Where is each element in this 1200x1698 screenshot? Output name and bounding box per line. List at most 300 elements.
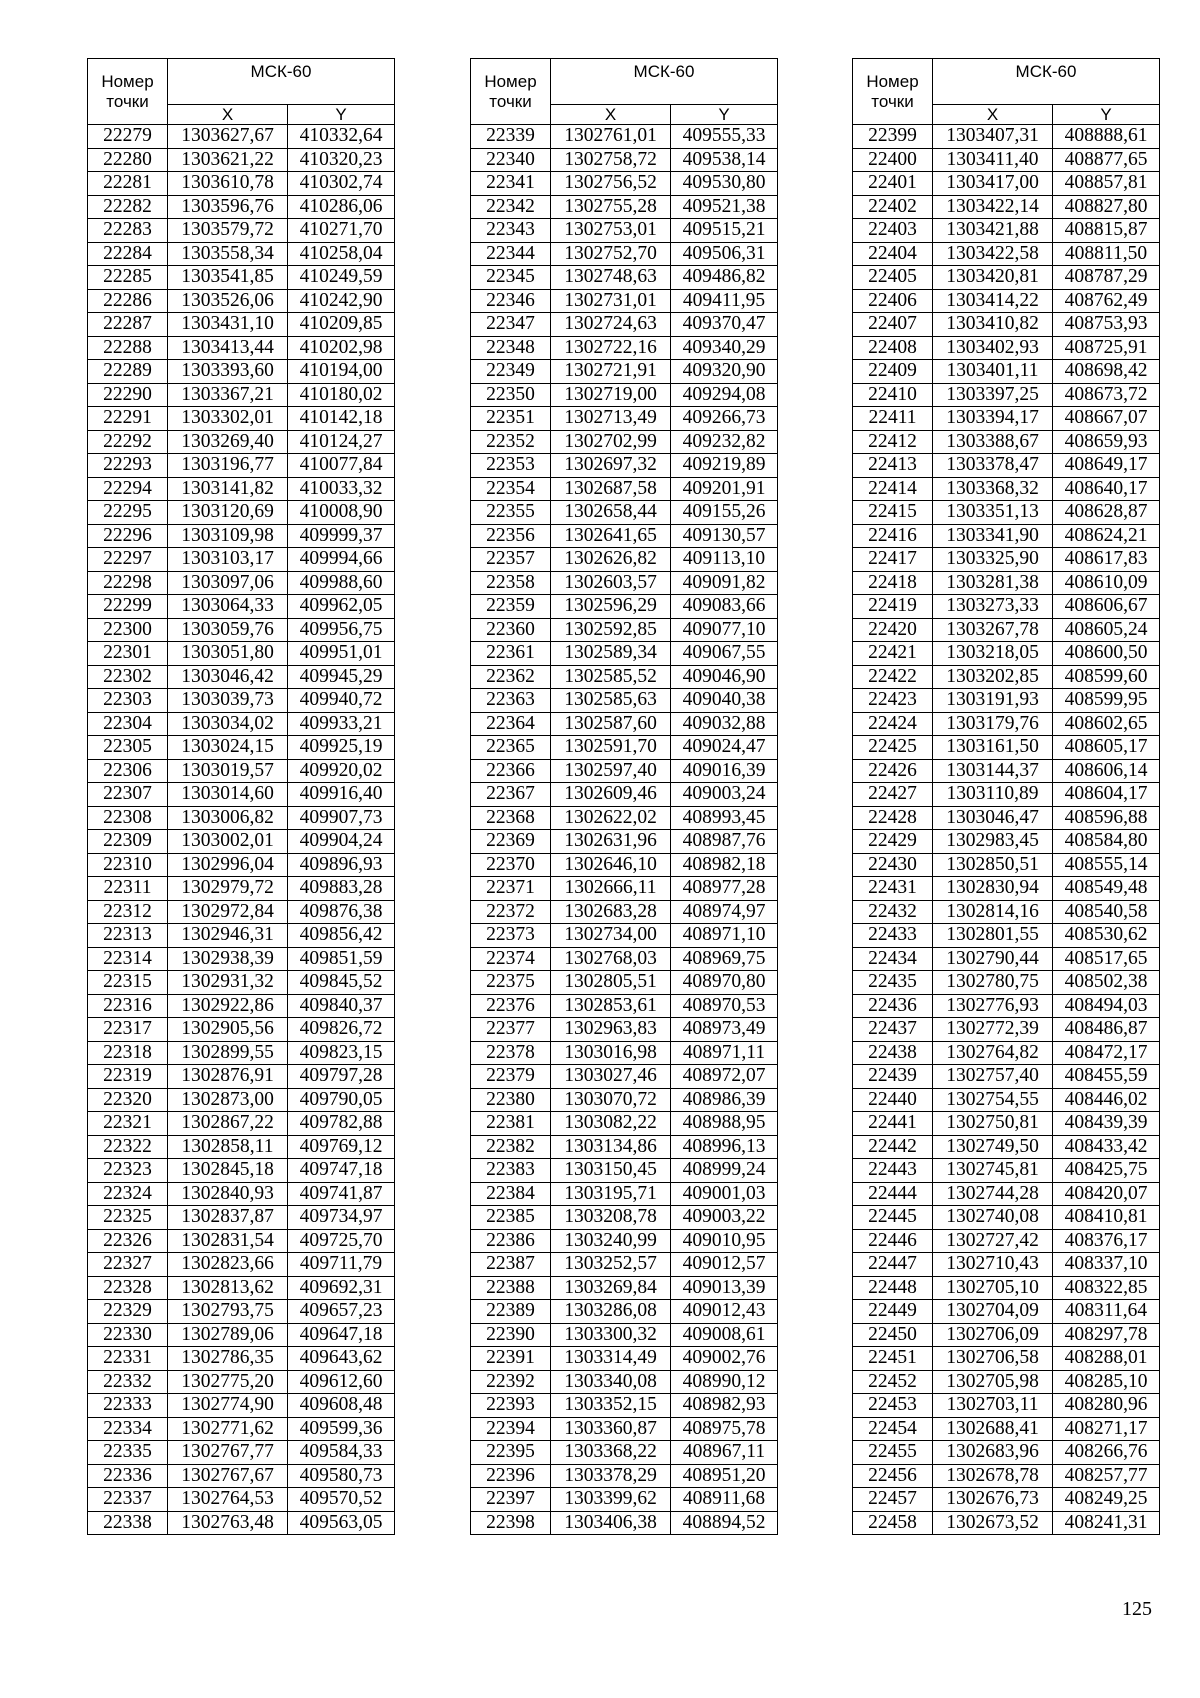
table-row bbox=[471, 571, 778, 595]
point-number-cell: 22388 bbox=[471, 1276, 551, 1300]
x-coordinate-cell: 1303406,38 bbox=[551, 1511, 671, 1535]
table-row bbox=[88, 266, 395, 290]
point-number-cell: 22400 bbox=[853, 148, 933, 172]
table-row bbox=[88, 1065, 395, 1089]
table-row bbox=[88, 1018, 395, 1042]
point-number-cell: 22280 bbox=[88, 148, 168, 172]
table-row bbox=[88, 1276, 395, 1300]
x-coordinate-cell: 1303300,32 bbox=[551, 1323, 671, 1347]
point-number-cell: 22352 bbox=[471, 430, 551, 454]
x-coordinate-cell: 1303431,10 bbox=[168, 313, 288, 337]
y-coordinate-cell: 410180,02 bbox=[288, 383, 395, 407]
x-coordinate-cell: 1303019,57 bbox=[168, 759, 288, 783]
table-row bbox=[853, 1300, 1160, 1324]
point-number-cell: 22310 bbox=[88, 853, 168, 877]
y-coordinate-cell: 408888,61 bbox=[1053, 125, 1160, 149]
table-row bbox=[853, 1394, 1160, 1418]
point-number-cell: 22286 bbox=[88, 289, 168, 313]
table-row bbox=[88, 1159, 395, 1183]
table-row bbox=[88, 783, 395, 807]
point-number-cell: 22457 bbox=[853, 1488, 933, 1512]
x-coordinate-cell: 1302597,40 bbox=[551, 759, 671, 783]
y-coordinate-cell: 409013,39 bbox=[671, 1276, 778, 1300]
table-row bbox=[853, 1441, 1160, 1465]
y-coordinate-cell: 408420,07 bbox=[1053, 1182, 1160, 1206]
y-coordinate-cell: 408494,03 bbox=[1053, 994, 1160, 1018]
table-row bbox=[853, 219, 1160, 243]
coordinates-table-2 bbox=[470, 58, 778, 1535]
table-row bbox=[853, 1041, 1160, 1065]
x-coordinate-cell: 1302972,84 bbox=[168, 900, 288, 924]
y-coordinate-cell: 408911,68 bbox=[671, 1488, 778, 1512]
x-coordinate-cell: 1303393,60 bbox=[168, 360, 288, 384]
y-coordinate-cell: 409010,95 bbox=[671, 1229, 778, 1253]
point-number-cell: 22444 bbox=[853, 1182, 933, 1206]
x-coordinate-cell: 1303402,93 bbox=[933, 336, 1053, 360]
y-coordinate-cell: 409130,57 bbox=[671, 524, 778, 548]
point-number-cell: 22336 bbox=[88, 1464, 168, 1488]
y-coordinate-cell: 408311,64 bbox=[1053, 1300, 1160, 1324]
point-number-cell: 22426 bbox=[853, 759, 933, 783]
point-number-cell: 22445 bbox=[853, 1206, 933, 1230]
point-number-cell: 22393 bbox=[471, 1394, 551, 1418]
point-number-cell: 22409 bbox=[853, 360, 933, 384]
x-coordinate-cell: 1303196,77 bbox=[168, 454, 288, 478]
y-coordinate-cell: 408970,80 bbox=[671, 971, 778, 995]
table-row bbox=[88, 689, 395, 713]
table-row bbox=[471, 1112, 778, 1136]
x-coordinate-cell: 1303240,99 bbox=[551, 1229, 671, 1253]
table-row bbox=[853, 642, 1160, 666]
x-coordinate-cell: 1302713,49 bbox=[551, 407, 671, 431]
table-row bbox=[88, 430, 395, 454]
y-coordinate-cell: 408288,01 bbox=[1053, 1347, 1160, 1371]
table-row bbox=[853, 712, 1160, 736]
x-coordinate-cell: 1303627,67 bbox=[168, 125, 288, 149]
point-number-cell: 22448 bbox=[853, 1276, 933, 1300]
table-row bbox=[471, 289, 778, 313]
table-row bbox=[88, 1488, 395, 1512]
x-coordinate-cell: 1303134,86 bbox=[551, 1135, 671, 1159]
x-coordinate-cell: 1302749,50 bbox=[933, 1135, 1053, 1159]
y-coordinate-cell: 410258,04 bbox=[288, 242, 395, 266]
table-row bbox=[471, 501, 778, 525]
y-coordinate-cell: 410271,70 bbox=[288, 219, 395, 243]
y-coordinate-cell: 409851,59 bbox=[288, 947, 395, 971]
y-coordinate-cell: 408990,12 bbox=[671, 1370, 778, 1394]
y-coordinate-cell: 409647,18 bbox=[288, 1323, 395, 1347]
point-number-cell: 22384 bbox=[471, 1182, 551, 1206]
table-row bbox=[853, 853, 1160, 877]
x-coordinate-cell: 1302683,96 bbox=[933, 1441, 1053, 1465]
point-number-cell: 22389 bbox=[471, 1300, 551, 1324]
table-row bbox=[853, 1229, 1160, 1253]
y-coordinate-cell: 410209,85 bbox=[288, 313, 395, 337]
table-row bbox=[471, 830, 778, 854]
point-number-cell: 22288 bbox=[88, 336, 168, 360]
table-row bbox=[471, 665, 778, 689]
point-number-cell: 22281 bbox=[88, 172, 168, 196]
table-row bbox=[853, 289, 1160, 313]
x-coordinate-cell: 1303218,05 bbox=[933, 642, 1053, 666]
table-row bbox=[88, 1112, 395, 1136]
point-number-cell: 22417 bbox=[853, 548, 933, 572]
table-row bbox=[853, 924, 1160, 948]
y-coordinate-cell: 409823,15 bbox=[288, 1041, 395, 1065]
y-coordinate-cell: 409040,38 bbox=[671, 689, 778, 713]
table-row bbox=[853, 477, 1160, 501]
y-coordinate-cell: 409001,03 bbox=[671, 1182, 778, 1206]
y-coordinate-cell: 408659,93 bbox=[1053, 430, 1160, 454]
table-row bbox=[853, 1182, 1160, 1206]
point-number-cell: 22432 bbox=[853, 900, 933, 924]
point-number-cell: 22365 bbox=[471, 736, 551, 760]
y-coordinate-cell: 408827,80 bbox=[1053, 195, 1160, 219]
point-number-cell: 22404 bbox=[853, 242, 933, 266]
x-coordinate-cell: 1302748,63 bbox=[551, 266, 671, 290]
x-coordinate-cell: 1303024,15 bbox=[168, 736, 288, 760]
table-row bbox=[853, 618, 1160, 642]
x-coordinate-cell: 1302764,53 bbox=[168, 1488, 288, 1512]
point-number-cell: 22411 bbox=[853, 407, 933, 431]
y-coordinate-cell: 408584,80 bbox=[1053, 830, 1160, 854]
table-row bbox=[471, 1511, 778, 1535]
y-coordinate-cell: 408257,77 bbox=[1053, 1464, 1160, 1488]
point-number-cell: 22396 bbox=[471, 1464, 551, 1488]
y-coordinate-cell: 409570,52 bbox=[288, 1488, 395, 1512]
table-row bbox=[88, 853, 395, 877]
point-number-cell: 22387 bbox=[471, 1253, 551, 1277]
table-row bbox=[853, 783, 1160, 807]
table-row bbox=[853, 407, 1160, 431]
point-number-cell: 22317 bbox=[88, 1018, 168, 1042]
table-row bbox=[471, 1088, 778, 1112]
table-row bbox=[88, 219, 395, 243]
table-row bbox=[853, 900, 1160, 924]
y-coordinate-cell: 408753,93 bbox=[1053, 313, 1160, 337]
x-coordinate-cell: 1302585,63 bbox=[551, 689, 671, 713]
y-coordinate-cell: 409067,55 bbox=[671, 642, 778, 666]
table-row bbox=[88, 383, 395, 407]
y-coordinate-cell: 408322,85 bbox=[1053, 1276, 1160, 1300]
point-number-cell: 22380 bbox=[471, 1088, 551, 1112]
x-coordinate-cell: 1303414,22 bbox=[933, 289, 1053, 313]
y-coordinate-cell: 410124,27 bbox=[288, 430, 395, 454]
point-number-cell: 22418 bbox=[853, 571, 933, 595]
x-coordinate-cell: 1302758,72 bbox=[551, 148, 671, 172]
x-coordinate-cell: 1302876,91 bbox=[168, 1065, 288, 1089]
point-number-cell: 22455 bbox=[853, 1441, 933, 1465]
x-coordinate-cell: 1303421,88 bbox=[933, 219, 1053, 243]
y-coordinate-cell: 409016,39 bbox=[671, 759, 778, 783]
point-number-cell: 22290 bbox=[88, 383, 168, 407]
x-coordinate-cell: 1302938,39 bbox=[168, 947, 288, 971]
table-row bbox=[853, 830, 1160, 854]
x-coordinate-cell: 1303191,93 bbox=[933, 689, 1053, 713]
x-coordinate-cell: 1303610,78 bbox=[168, 172, 288, 196]
x-coordinate-cell: 1302678,78 bbox=[933, 1464, 1053, 1488]
x-coordinate-cell: 1302831,54 bbox=[168, 1229, 288, 1253]
x-coordinate-cell: 1302688,41 bbox=[933, 1417, 1053, 1441]
y-coordinate-cell: 408987,76 bbox=[671, 830, 778, 854]
point-number-cell: 22397 bbox=[471, 1488, 551, 1512]
y-coordinate-cell: 409769,12 bbox=[288, 1135, 395, 1159]
point-number-cell: 22454 bbox=[853, 1417, 933, 1441]
x-coordinate-cell: 1303006,82 bbox=[168, 806, 288, 830]
point-number-cell: 22401 bbox=[853, 172, 933, 196]
x-coordinate-cell: 1302587,60 bbox=[551, 712, 671, 736]
table-row bbox=[853, 1065, 1160, 1089]
point-number-cell: 22434 bbox=[853, 947, 933, 971]
y-coordinate-cell: 408673,72 bbox=[1053, 383, 1160, 407]
y-coordinate-cell: 408617,83 bbox=[1053, 548, 1160, 572]
table-row bbox=[471, 266, 778, 290]
table-row bbox=[853, 806, 1160, 830]
table-row bbox=[88, 877, 395, 901]
x-coordinate-cell: 1303417,00 bbox=[933, 172, 1053, 196]
y-coordinate-cell: 408970,53 bbox=[671, 994, 778, 1018]
x-coordinate-cell: 1302764,82 bbox=[933, 1041, 1053, 1065]
x-coordinate-cell: 1303411,40 bbox=[933, 148, 1053, 172]
y-coordinate-cell: 410320,23 bbox=[288, 148, 395, 172]
x-coordinate-cell: 1303059,76 bbox=[168, 618, 288, 642]
x-coordinate-cell: 1302776,93 bbox=[933, 994, 1053, 1018]
y-coordinate-cell: 408986,39 bbox=[671, 1088, 778, 1112]
y-coordinate-cell: 409003,22 bbox=[671, 1206, 778, 1230]
table-row bbox=[88, 571, 395, 595]
x-coordinate-cell: 1302626,82 bbox=[551, 548, 671, 572]
x-coordinate-cell: 1302731,01 bbox=[551, 289, 671, 313]
x-coordinate-cell: 1302646,10 bbox=[551, 853, 671, 877]
x-header: X bbox=[168, 105, 288, 125]
table-row bbox=[471, 1065, 778, 1089]
x-coordinate-cell: 1302596,29 bbox=[551, 595, 671, 619]
x-coordinate-cell: 1303596,76 bbox=[168, 195, 288, 219]
x-coordinate-cell: 1302706,09 bbox=[933, 1323, 1053, 1347]
point-number-cell: 22358 bbox=[471, 571, 551, 595]
y-coordinate-cell: 408628,87 bbox=[1053, 501, 1160, 525]
x-coordinate-cell: 1303401,11 bbox=[933, 360, 1053, 384]
x-coordinate-cell: 1302724,63 bbox=[551, 313, 671, 337]
y-coordinate-cell: 409994,66 bbox=[288, 548, 395, 572]
y-coordinate-cell: 410249,59 bbox=[288, 266, 395, 290]
x-coordinate-cell: 1303340,08 bbox=[551, 1370, 671, 1394]
y-coordinate-cell: 409782,88 bbox=[288, 1112, 395, 1136]
x-coordinate-cell: 1303352,15 bbox=[551, 1394, 671, 1418]
table-row bbox=[471, 1135, 778, 1159]
table-row bbox=[471, 125, 778, 149]
table-row bbox=[471, 1276, 778, 1300]
point-number-cell: 22325 bbox=[88, 1206, 168, 1230]
x-coordinate-cell: 1303413,44 bbox=[168, 336, 288, 360]
point-number-cell: 22322 bbox=[88, 1135, 168, 1159]
x-header: X bbox=[551, 105, 671, 125]
table-row bbox=[88, 736, 395, 760]
x-coordinate-cell: 1302734,00 bbox=[551, 924, 671, 948]
y-coordinate-cell: 409999,37 bbox=[288, 524, 395, 548]
table-row bbox=[471, 172, 778, 196]
table-row bbox=[471, 618, 778, 642]
y-coordinate-cell: 408610,09 bbox=[1053, 571, 1160, 595]
point-number-cell: 22381 bbox=[471, 1112, 551, 1136]
table-row bbox=[853, 524, 1160, 548]
point-number-cell: 22353 bbox=[471, 454, 551, 478]
y-coordinate-cell: 408640,17 bbox=[1053, 477, 1160, 501]
table-row bbox=[471, 336, 778, 360]
y-coordinate-cell: 409530,80 bbox=[671, 172, 778, 196]
x-coordinate-cell: 1302830,94 bbox=[933, 877, 1053, 901]
table-row bbox=[853, 1253, 1160, 1277]
y-coordinate-cell: 409711,79 bbox=[288, 1253, 395, 1277]
x-coordinate-cell: 1303039,73 bbox=[168, 689, 288, 713]
table-row bbox=[88, 712, 395, 736]
table-row bbox=[88, 1464, 395, 1488]
point-number-cell: 22369 bbox=[471, 830, 551, 854]
y-coordinate-cell: 408811,50 bbox=[1053, 242, 1160, 266]
y-coordinate-cell: 409003,24 bbox=[671, 783, 778, 807]
y-coordinate-cell: 408993,45 bbox=[671, 806, 778, 830]
point-number-cell: 22351 bbox=[471, 407, 551, 431]
point-number-cell: 22414 bbox=[853, 477, 933, 501]
table-row bbox=[471, 806, 778, 830]
point-number-cell: 22301 bbox=[88, 642, 168, 666]
point-number-cell: 22359 bbox=[471, 595, 551, 619]
table-row bbox=[88, 806, 395, 830]
x-coordinate-cell: 1303399,62 bbox=[551, 1488, 671, 1512]
x-coordinate-cell: 1302631,96 bbox=[551, 830, 671, 854]
y-coordinate-cell: 408241,31 bbox=[1053, 1511, 1160, 1535]
x-coordinate-cell: 1303027,46 bbox=[551, 1065, 671, 1089]
point-number-cell: 22413 bbox=[853, 454, 933, 478]
x-coordinate-cell: 1303341,90 bbox=[933, 524, 1053, 548]
point-number-cell: 22315 bbox=[88, 971, 168, 995]
y-coordinate-cell: 409904,24 bbox=[288, 830, 395, 854]
x-coordinate-cell: 1303351,13 bbox=[933, 501, 1053, 525]
table-row bbox=[88, 289, 395, 313]
x-coordinate-cell: 1302922,86 bbox=[168, 994, 288, 1018]
x-coordinate-cell: 1302706,58 bbox=[933, 1347, 1053, 1371]
y-coordinate-cell: 409945,29 bbox=[288, 665, 395, 689]
x-coordinate-cell: 1302666,11 bbox=[551, 877, 671, 901]
y-coordinate-cell: 410302,74 bbox=[288, 172, 395, 196]
x-coordinate-cell: 1303394,17 bbox=[933, 407, 1053, 431]
y-coordinate-cell: 409608,48 bbox=[288, 1394, 395, 1418]
x-coordinate-cell: 1302687,58 bbox=[551, 477, 671, 501]
point-number-cell: 22300 bbox=[88, 618, 168, 642]
table-row bbox=[88, 759, 395, 783]
y-coordinate-cell: 408425,75 bbox=[1053, 1159, 1160, 1183]
point-number-cell: 22423 bbox=[853, 689, 933, 713]
y-coordinate-cell: 408725,91 bbox=[1053, 336, 1160, 360]
table-row bbox=[471, 219, 778, 243]
coordinate-system-header: МСК-60 bbox=[551, 59, 778, 105]
y-coordinate-cell: 409907,73 bbox=[288, 806, 395, 830]
table-row bbox=[471, 407, 778, 431]
table-row bbox=[853, 994, 1160, 1018]
y-coordinate-cell: 409840,37 bbox=[288, 994, 395, 1018]
table-row bbox=[471, 853, 778, 877]
x-coordinate-cell: 1303541,85 bbox=[168, 266, 288, 290]
x-coordinate-cell: 1303378,29 bbox=[551, 1464, 671, 1488]
table-row bbox=[88, 501, 395, 525]
x-coordinate-cell: 1302722,16 bbox=[551, 336, 671, 360]
x-coordinate-cell: 1302963,83 bbox=[551, 1018, 671, 1042]
table-row bbox=[88, 172, 395, 196]
x-coordinate-cell: 1302899,55 bbox=[168, 1041, 288, 1065]
point-number-cell: 22440 bbox=[853, 1088, 933, 1112]
x-header: X bbox=[933, 105, 1053, 125]
table-row bbox=[853, 148, 1160, 172]
y-coordinate-cell: 408605,17 bbox=[1053, 736, 1160, 760]
y-coordinate-cell: 408815,87 bbox=[1053, 219, 1160, 243]
point-number-cell: 22363 bbox=[471, 689, 551, 713]
point-number-cell: 22456 bbox=[853, 1464, 933, 1488]
table-row bbox=[853, 454, 1160, 478]
point-number-cell: 22429 bbox=[853, 830, 933, 854]
point-number-cell: 22312 bbox=[88, 900, 168, 924]
point-number-cell: 22333 bbox=[88, 1394, 168, 1418]
y-coordinate-cell: 408894,52 bbox=[671, 1511, 778, 1535]
point-number-cell: 22294 bbox=[88, 477, 168, 501]
y-coordinate-cell: 409826,72 bbox=[288, 1018, 395, 1042]
point-number-cell: 22306 bbox=[88, 759, 168, 783]
table-row bbox=[471, 689, 778, 713]
point-number-cell: 22361 bbox=[471, 642, 551, 666]
point-number-cell: 22421 bbox=[853, 642, 933, 666]
table-row bbox=[853, 501, 1160, 525]
table-row bbox=[471, 877, 778, 901]
point-number-cell: 22449 bbox=[853, 1300, 933, 1324]
point-number-cell: 22439 bbox=[853, 1065, 933, 1089]
x-coordinate-cell: 1302867,22 bbox=[168, 1112, 288, 1136]
table-row bbox=[88, 1300, 395, 1324]
table-row bbox=[853, 1088, 1160, 1112]
table-row bbox=[88, 994, 395, 1018]
table-row bbox=[471, 430, 778, 454]
table-row bbox=[471, 1488, 778, 1512]
y-coordinate-cell: 408698,42 bbox=[1053, 360, 1160, 384]
table-row bbox=[853, 266, 1160, 290]
table-row bbox=[471, 1206, 778, 1230]
y-coordinate-cell: 408977,28 bbox=[671, 877, 778, 901]
y-coordinate-cell: 409046,90 bbox=[671, 665, 778, 689]
x-coordinate-cell: 1302774,90 bbox=[168, 1394, 288, 1418]
point-number-cell: 22390 bbox=[471, 1323, 551, 1347]
point-number-cell: 22425 bbox=[853, 736, 933, 760]
table-row bbox=[88, 1206, 395, 1230]
x-coordinate-cell: 1303252,57 bbox=[551, 1253, 671, 1277]
x-coordinate-cell: 1303360,87 bbox=[551, 1417, 671, 1441]
x-coordinate-cell: 1303179,76 bbox=[933, 712, 1053, 736]
table-row bbox=[88, 1511, 395, 1535]
point-number-cell: 22360 bbox=[471, 618, 551, 642]
table-row bbox=[88, 524, 395, 548]
point-number-cell: 22296 bbox=[88, 524, 168, 548]
y-coordinate-cell: 409856,42 bbox=[288, 924, 395, 948]
point-number-cell: 22318 bbox=[88, 1041, 168, 1065]
y-coordinate-cell: 408439,39 bbox=[1053, 1112, 1160, 1136]
point-number-cell: 22313 bbox=[88, 924, 168, 948]
point-number-header: Номер точки bbox=[471, 59, 551, 125]
point-number-cell: 22291 bbox=[88, 407, 168, 431]
y-coordinate-cell: 409538,14 bbox=[671, 148, 778, 172]
table-row bbox=[471, 1394, 778, 1418]
x-coordinate-cell: 1302850,51 bbox=[933, 853, 1053, 877]
x-coordinate-cell: 1302702,99 bbox=[551, 430, 671, 454]
table-row bbox=[471, 1417, 778, 1441]
table-row bbox=[88, 1088, 395, 1112]
y-coordinate-cell: 408549,48 bbox=[1053, 877, 1160, 901]
